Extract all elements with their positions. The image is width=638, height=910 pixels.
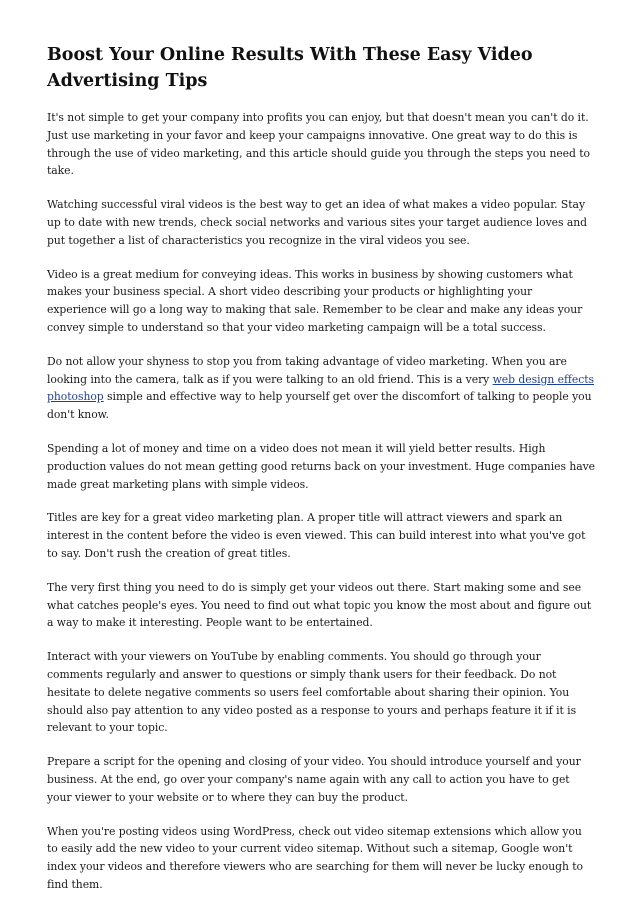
- web-design-link[interactable]: web design effects photoshop: [47, 372, 594, 404]
- paragraph-4: [47, 353, 595, 424]
- paragraph-6: Titles are key for a great video marketing plan. A proper title will attract viewers and spark an interest in the content before the video is even viewed. This can build interest into what you've got to say. Don't rush the creation of great titles.: [47, 511, 586, 560]
- paragraph-2: Watching successful viral videos is the best way to get an idea of what makes a video popular. Stay up to date with new trends, check social networks and various sites your target audience loves and put together a list of characteristics you recognize in the viral videos you see.: [47, 198, 587, 247]
- paragraph-4-text-before: Do not allow your shyness to stop you from taking advantage of video marketing. When you are looking into the camera, talk as if you were talking to an old friend. This is a very: [47, 354, 567, 386]
- document-title: Boost Your Online Results With These Easy Video Advertising Tips: [47, 45, 533, 91]
- paragraph-4-text-after: simple and effective way to help yourself get over the discomfort of talking to people you don't know.: [47, 390, 592, 422]
- paragraph-3: Video is a great medium for conveying ideas. This works in business by showing customers what makes your business special. A short video describing your products or highlighting your experience will go a long way to making that sale. Remember to be clear and make any ideas your convey simple to understand so that your video marketing campaign will be a total success.: [47, 267, 583, 334]
- paragraph-7: The very first thing you need to do is simply get your videos out there. Start making some and see what catches people's eyes. You need to find out what topic you know the most about and figure out a way to make it interesting. People want to be entertained.: [47, 580, 592, 630]
- document-page: [47, 42, 595, 910]
- paragraph-9: Prepare a script for the opening and closing of your video. You should introduce yourself and your business. At the end, go over your company's name again with any call to action you have to get your viewer to your website or to where they can buy the product.: [47, 755, 581, 804]
- paragraph-10: When you're posting videos using WordPress, check out video sitemap extensions which allow you to easily add the new video to your current video sitemap. Without such a sitemap, Google won't index your videos and therefore viewers who are searching for them will never be lucky enough to find them.: [47, 824, 583, 891]
- paragraph-8: Interact with your viewers on YouTube by enabling comments. You should go through your comments regularly and answer to questions or simply thank users for their feedback. Do not hesitate to delete negative comments so users feel comfortable about sharing their opinion. You should also pay attention to any video posted as a response to yours and perhaps feature it if it is relevant to your topic.: [47, 650, 577, 735]
- paragraph-1: It's not simple to get your company into profits you can enjoy, but that doesn't mean you can't do it. Just use marketing in your favor and keep your campaigns innovative. One great way to do this is through the use of video marketing, and this article should guide you through the steps you need to take.: [47, 111, 591, 178]
- paragraph-5: Spending a lot of money and time on a video does not mean it will yield better results. High production values do not mean getting good returns back on your investment. Huge companies have made great marketing plans with simple videos.: [47, 441, 596, 491]
